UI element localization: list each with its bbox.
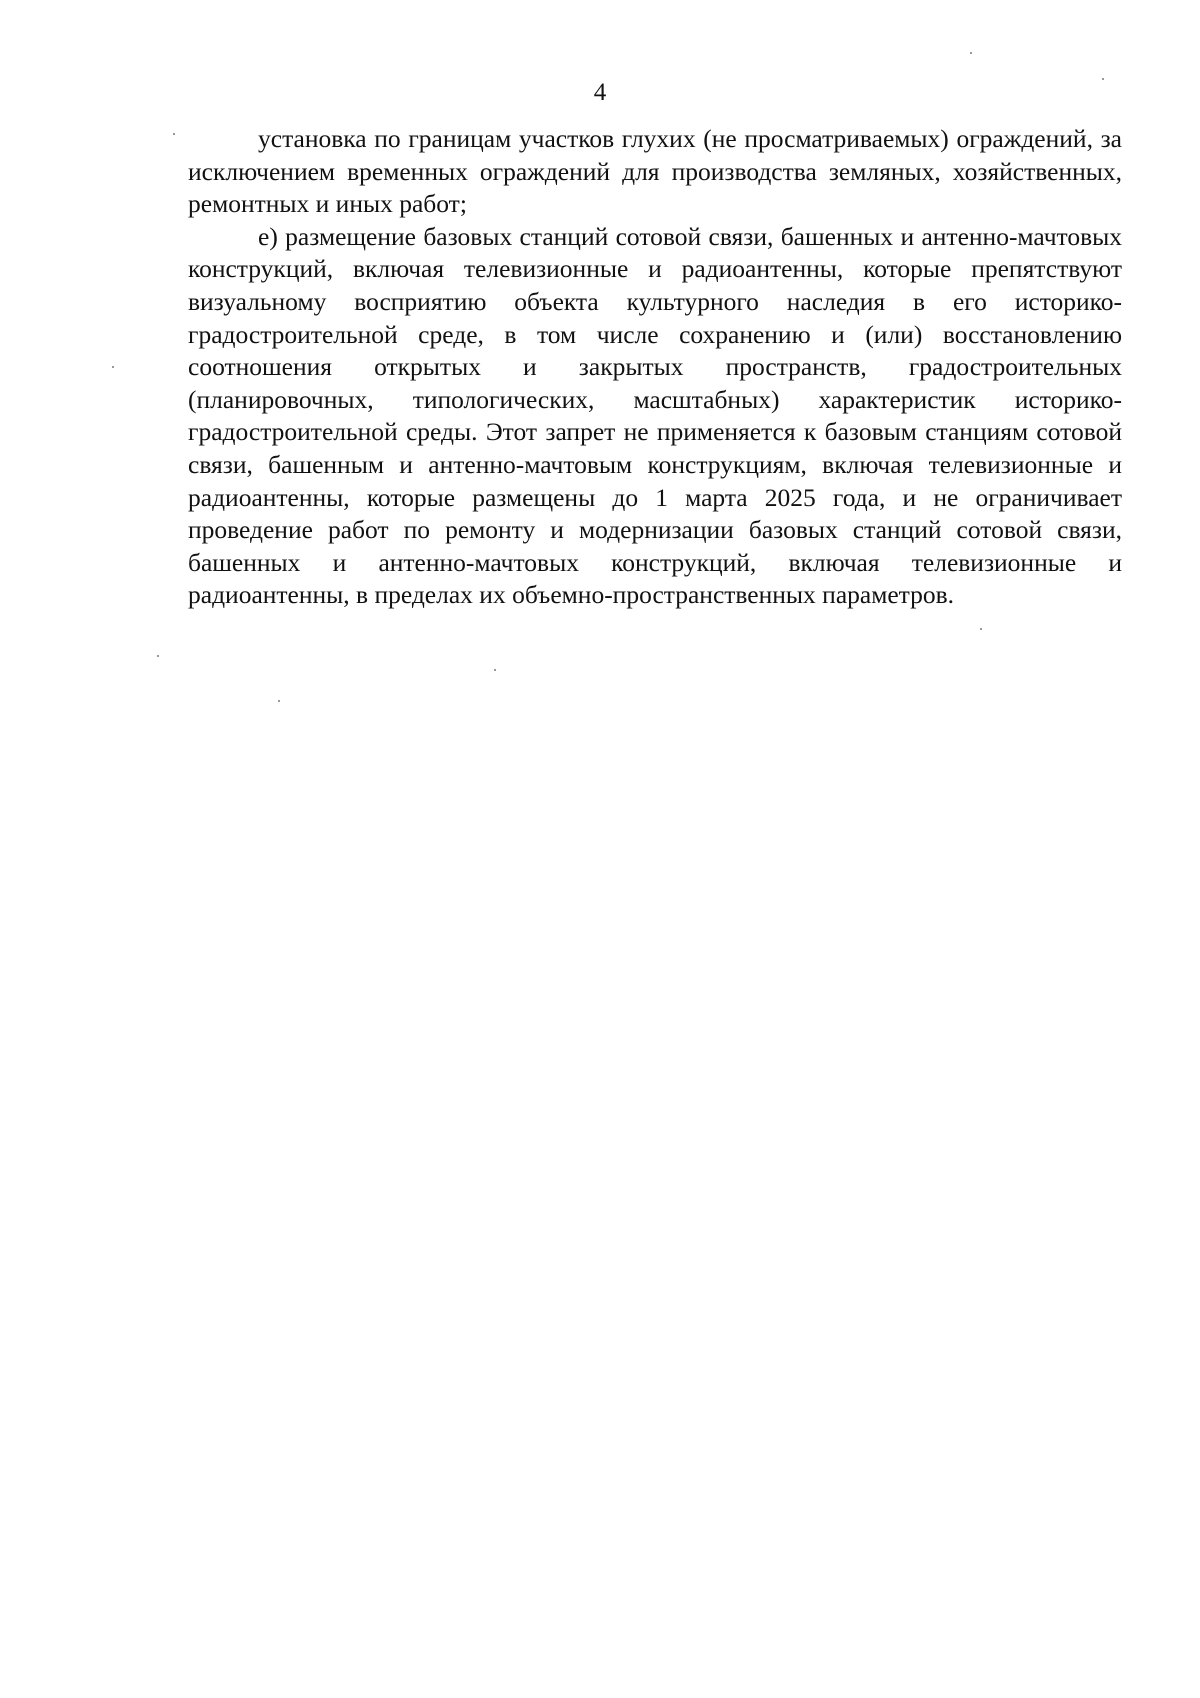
scan-speck <box>980 628 982 630</box>
scan-speck <box>157 655 159 657</box>
scan-speck <box>494 669 496 671</box>
paragraph-item-e: е) размещение базовых станций сотовой связи, башенных и антенно-мачтовых конструкций, включая телевизионные и радиоантенны, которые препятствуют визуальному восприятию объекта культурного наследия в его историко-градостроительной среде, в том числе сохранению и (или) восстановлению соотношения открытых и закрытых пространств, градостроительных (планировочных, типологических, масштабных) характеристик историко-градостроительной среды. Этот запрет не применяется к базовым станциям сотовой связи, башенным и антенно-мачтовым конструкциям, включая телевизионные и радиоантенны, которые размещены до 1 марта 2025 года, и не ограничивает проведение работ по ремонту и модернизации базовых станций сотовой связи, башенных и антенно-мачтовых конструкций, включая телевизионные и радиоантенны, в пределах их объемно-пространственных параметров. <box>188 221 1122 610</box>
scan-speck <box>970 52 972 54</box>
page-number: 4 <box>593 79 607 106</box>
document-body <box>188 123 1122 612</box>
paragraph-fence-restriction: установка по границам участков глухих (не просматриваемых) ограждений, за исключением временных ограждений для производства земляных, хозяйственных, ремонтных и иных работ; <box>188 124 1122 219</box>
scan-speck <box>112 366 114 368</box>
scan-speck <box>173 133 175 135</box>
scan-speck <box>1102 78 1104 80</box>
scan-speck <box>278 700 280 702</box>
